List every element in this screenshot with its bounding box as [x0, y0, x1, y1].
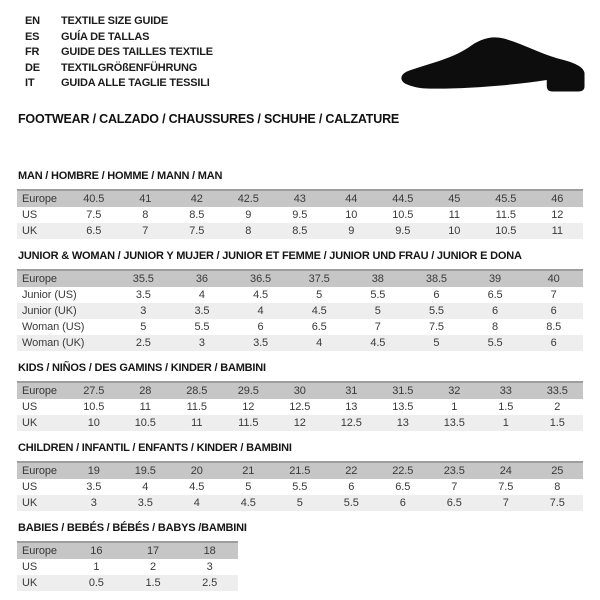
size-cell: 11.5	[186, 400, 207, 413]
size-cell: 20	[171, 462, 223, 479]
size-cell: 7	[480, 495, 532, 511]
table-title: KIDS / NIÑOS / DES GAMINS / KINDER / BAMBINI	[18, 361, 266, 374]
size-cell: 1	[480, 415, 532, 431]
table-row	[17, 479, 583, 495]
size-cell: 39	[466, 270, 525, 287]
table-row	[17, 495, 583, 511]
size-cell: 5.5	[194, 320, 210, 333]
row-label: Woman (UK)	[17, 335, 114, 351]
size-cell: 27.5	[68, 382, 120, 399]
size-cell: 8	[142, 208, 149, 221]
size-table	[17, 381, 583, 431]
size-table-block	[17, 522, 583, 591]
size-cell: 33	[480, 382, 532, 399]
table-row	[17, 303, 583, 319]
size-cell: 11	[532, 223, 584, 239]
size-cell: 5	[407, 335, 466, 351]
size-table-block	[17, 362, 583, 431]
size-cell: 11.5	[223, 415, 275, 431]
size-cell: 8	[223, 223, 275, 239]
size-cell: 9.5	[377, 223, 429, 239]
size-cell: 21.5	[274, 462, 326, 479]
size-cell: 28	[120, 382, 172, 399]
size-cell: 0.5	[68, 575, 125, 591]
size-cell: 36	[173, 270, 232, 287]
size-cell: 2	[554, 400, 561, 413]
size-cell: 22	[326, 462, 378, 479]
size-cell: 2.5	[181, 575, 238, 591]
size-cell: 3	[114, 303, 173, 319]
size-cell: 4	[231, 303, 290, 319]
size-cell: 5.5	[326, 495, 378, 511]
size-cell: 18	[181, 542, 238, 559]
size-cell: 24	[480, 462, 532, 479]
size-tables	[17, 170, 583, 591]
size-cell: 8.5	[189, 208, 205, 221]
size-cell: 3.5	[86, 480, 102, 493]
size-cell: 31	[326, 382, 378, 399]
size-cell: 1.5	[125, 575, 182, 591]
size-cell: 7	[550, 288, 557, 301]
table-row	[17, 335, 583, 351]
size-cell: 5.5	[407, 303, 466, 319]
size-cell: 40	[524, 270, 583, 287]
row-label: Europe	[17, 190, 68, 207]
size-cell: 6	[433, 288, 440, 301]
size-cell: 44	[326, 190, 378, 207]
size-cell: 6	[257, 320, 264, 333]
row-label: US	[22, 480, 38, 493]
row-label: US	[22, 560, 38, 573]
table-title: CHILDREN / INFANTIL / ENFANTS / KINDER / BAMBINI	[18, 441, 292, 454]
size-cell: 42	[171, 190, 223, 207]
table-row	[17, 542, 238, 559]
size-cell: 2	[149, 560, 156, 573]
size-cell: 5	[140, 320, 147, 333]
size-cell: 10.5	[392, 208, 414, 221]
size-cell: 12.5	[326, 415, 378, 431]
size-cell: 11	[448, 208, 460, 221]
size-cell: 35.5	[114, 270, 173, 287]
size-cell: 4.5	[349, 335, 408, 351]
size-cell: 5.5	[292, 480, 308, 493]
row-label: UK	[17, 415, 68, 431]
row-label: Europe	[17, 542, 68, 559]
size-cell: 3	[68, 495, 120, 511]
size-cell: 4.5	[290, 303, 349, 319]
row-label: Woman (US)	[22, 320, 85, 333]
row-label: Junior (US)	[22, 288, 77, 301]
size-cell: 21	[223, 462, 275, 479]
size-cell: 5	[245, 480, 252, 493]
language-label: GUIDA ALLE TAGLIE TESSILI	[61, 77, 210, 89]
size-cell: 7.5	[498, 480, 514, 493]
size-cell: 7.5	[428, 320, 444, 333]
size-cell: 12	[274, 415, 326, 431]
language-label: TEXTILGRÖßENFÜHRUNG	[61, 61, 198, 74]
size-cell: 5.5	[466, 335, 525, 351]
size-cell: 22.5	[377, 462, 429, 479]
size-cell: 16	[68, 542, 125, 559]
size-cell: 43	[274, 190, 326, 207]
table-row	[17, 207, 583, 223]
size-cell: 6	[524, 303, 583, 319]
size-cell: 11.5	[495, 208, 516, 221]
size-cell: 41	[120, 190, 172, 207]
size-cell: 6	[377, 495, 429, 511]
size-cell: 46	[532, 190, 584, 207]
row-label: US	[22, 208, 38, 221]
size-cell: 29.5	[223, 382, 275, 399]
table-title: MAN / HOMBRE / HOMME / MANN / MAN	[18, 169, 223, 182]
size-cell: 6	[524, 335, 583, 351]
table-title: BABIES / BEBÉS / BÉBÉS / BABYS /BAMBINI	[18, 521, 247, 534]
size-cell: 8.5	[274, 223, 326, 239]
size-cell: 10.5	[83, 400, 105, 413]
size-cell: 12.5	[289, 400, 311, 413]
language-code: FR	[25, 46, 40, 58]
size-cell: 8	[492, 320, 499, 333]
size-table	[17, 461, 583, 511]
size-cell: 30	[274, 382, 326, 399]
size-cell: 19.5	[120, 462, 172, 479]
size-cell: 5	[274, 495, 326, 511]
size-cell: 10.5	[120, 415, 172, 431]
size-cell: 7	[451, 480, 458, 493]
row-label: UK	[17, 495, 68, 511]
size-cell: 4	[198, 288, 205, 301]
size-cell: 5	[316, 288, 323, 301]
size-cell: 6	[348, 480, 355, 493]
size-cell: 7.5	[532, 495, 584, 511]
language-label: GUIDE DES TAILLES TEXTILE	[61, 46, 213, 58]
table-row	[17, 223, 583, 239]
size-cell: 11	[139, 400, 151, 413]
language-label: GUÍA DE TALLAS	[61, 30, 150, 43]
language-code: DE	[25, 61, 40, 74]
size-cell: 1	[93, 560, 100, 573]
size-cell: 28.5	[171, 382, 223, 399]
size-cell: 17	[125, 542, 182, 559]
size-cell: 8.5	[546, 320, 562, 333]
size-table-block	[17, 250, 583, 351]
size-table	[17, 189, 583, 239]
size-cell: 23.5	[429, 462, 481, 479]
table-row	[17, 559, 238, 575]
size-cell: 7	[374, 320, 381, 333]
shoe-silhouette	[401, 37, 584, 91]
size-cell: 13.5	[429, 415, 481, 431]
table-row	[17, 462, 583, 479]
table-row	[17, 287, 583, 303]
size-cell: 36.5	[231, 270, 290, 287]
size-cell: 3	[206, 560, 213, 573]
size-cell: 4	[171, 495, 223, 511]
size-cell: 4	[290, 335, 349, 351]
size-cell: 4.5	[189, 480, 205, 493]
size-cell: 8	[554, 480, 561, 493]
size-cell: 7.5	[86, 208, 102, 221]
size-cell: 4.5	[223, 495, 275, 511]
size-cell: 6.5	[487, 288, 503, 301]
size-cell: 3	[173, 335, 232, 351]
size-cell: 10	[345, 208, 358, 221]
size-cell: 25	[532, 462, 584, 479]
size-cell: 9	[245, 208, 252, 221]
size-cell: 45.5	[480, 190, 532, 207]
size-cell: 9	[326, 223, 378, 239]
table-row	[17, 415, 583, 431]
row-label: UK	[17, 575, 68, 591]
size-cell: 10	[68, 415, 120, 431]
size-table-block	[17, 442, 583, 511]
size-cell: 45	[429, 190, 481, 207]
table-row	[17, 190, 583, 207]
table-row	[17, 399, 583, 415]
size-cell: 9.5	[292, 208, 308, 221]
size-cell: 44.5	[377, 190, 429, 207]
size-cell: 38	[349, 270, 408, 287]
table-row	[17, 382, 583, 399]
size-cell: 31.5	[377, 382, 429, 399]
size-table	[17, 269, 583, 351]
shoe-icon	[396, 32, 590, 96]
size-cell: 6.5	[395, 480, 411, 493]
size-cell: 2.5	[114, 335, 173, 351]
size-cell: 6.5	[68, 223, 120, 239]
size-cell: 37.5	[290, 270, 349, 287]
size-cell: 38.5	[407, 270, 466, 287]
size-cell: 12	[242, 400, 255, 413]
size-cell: 3.5	[231, 335, 290, 351]
language-code: EN	[25, 15, 40, 27]
row-label: Junior (UK)	[17, 303, 114, 319]
size-cell: 33.5	[532, 382, 584, 399]
size-cell: 13	[345, 400, 358, 413]
table-row	[17, 575, 238, 591]
size-cell: 1	[451, 400, 458, 413]
language-label: TEXTILE SIZE GUIDE	[61, 15, 169, 27]
row-label: US	[22, 400, 38, 413]
size-cell: 5.5	[370, 288, 386, 301]
table-title: JUNIOR & WOMAN / JUNIOR Y MUJER / JUNIOR ET FEMME / JUNIOR UND FRAU / JUNIOR E DONA	[18, 249, 522, 262]
language-row	[25, 14, 583, 30]
language-code: IT	[25, 77, 35, 89]
row-label: UK	[17, 223, 68, 239]
size-cell: 1.5	[532, 415, 584, 431]
size-cell: 12	[551, 208, 564, 221]
size-cell: 19	[68, 462, 120, 479]
size-cell: 13	[377, 415, 429, 431]
size-cell: 4	[142, 480, 149, 493]
table-row	[17, 270, 583, 287]
size-cell: 40.5	[68, 190, 120, 207]
category-title: FOOTWEAR / CALZADO / CHAUSSURES / SCHUHE / CALZATURE	[18, 111, 400, 126]
size-table	[17, 541, 238, 591]
size-cell: 3.5	[120, 495, 172, 511]
language-code: ES	[25, 30, 40, 43]
size-cell: 42.5	[223, 190, 275, 207]
size-cell: 10	[429, 223, 481, 239]
size-cell: 1.5	[498, 400, 514, 413]
header	[17, 14, 583, 126]
size-cell: 10.5	[480, 223, 532, 239]
row-label: Europe	[17, 270, 114, 287]
size-cell: 32	[429, 382, 481, 399]
size-cell: 4.5	[253, 288, 269, 301]
table-row	[17, 319, 583, 335]
size-cell: 6	[466, 303, 525, 319]
size-table-block	[17, 170, 583, 239]
row-label: Europe	[17, 462, 68, 479]
size-cell: 5	[349, 303, 408, 319]
size-cell: 3.5	[173, 303, 232, 319]
row-label: Europe	[17, 382, 68, 399]
size-cell: 3.5	[135, 288, 151, 301]
size-cell: 11	[171, 415, 223, 431]
size-cell: 7.5	[171, 223, 223, 239]
size-cell: 7	[120, 223, 172, 239]
size-cell: 6.5	[311, 320, 327, 333]
size-cell: 6.5	[429, 495, 481, 511]
size-cell: 13.5	[392, 400, 414, 413]
